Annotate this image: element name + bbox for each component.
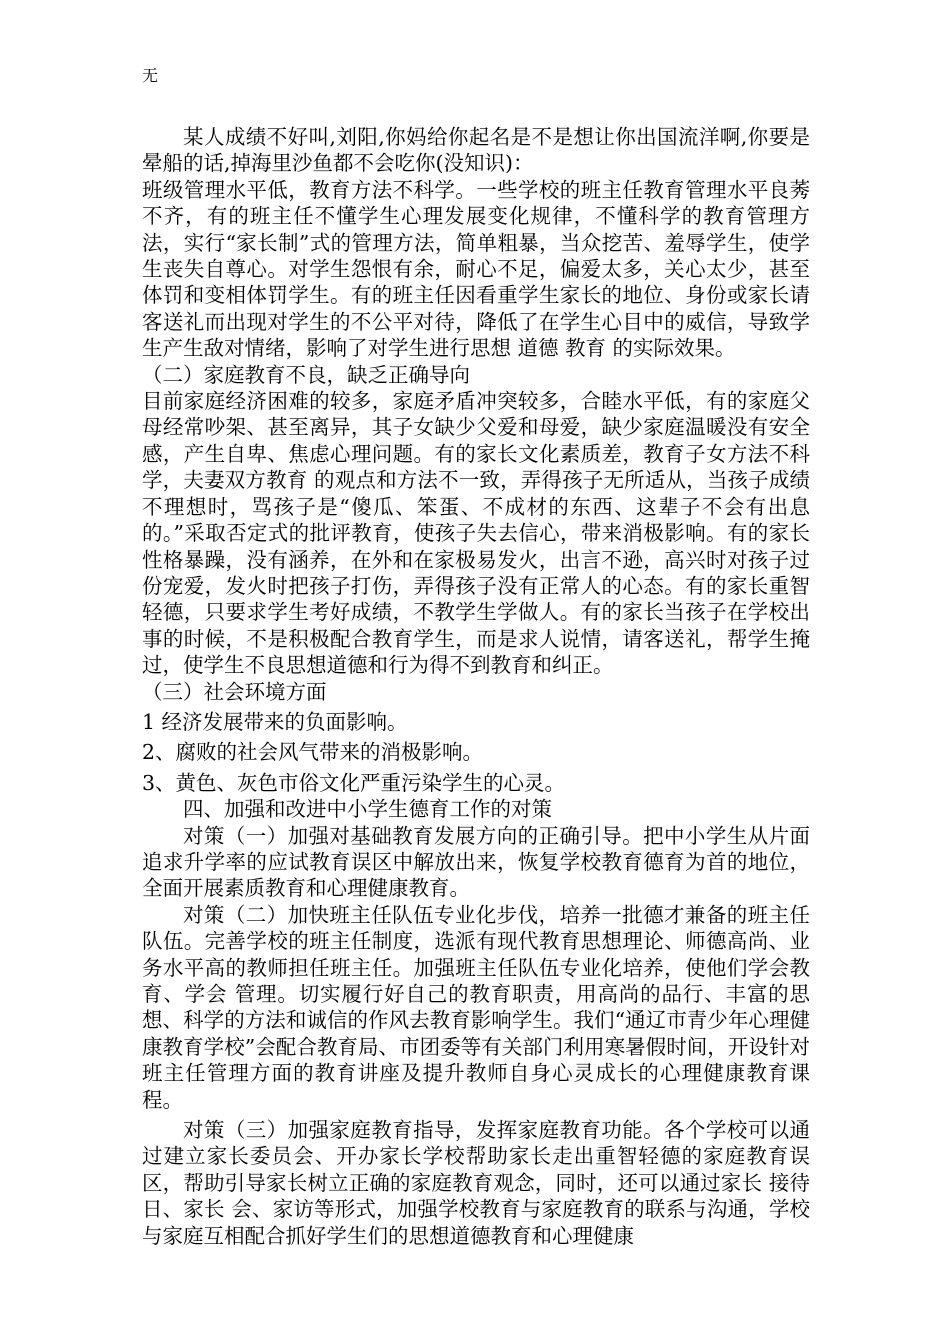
heading-family-education: （二）家庭教育不良，缺乏正确导向 <box>142 362 470 387</box>
paragraph-class-management: 班级管理水平低，教育方法不科学。一些学校的班主任教育管理水平良莠不齐，有的班主任不懂学生心理发展变化规律，不懂科学的教育管理方法，实行“家长制”式的管理方法，简单粗暴，当众挖苦、羞辱学生，使学生丧失自尊心。对学生怨恨有余，耐心不足，偏爱太多，关心太少，甚至体罚和变相体罚学生。有的班主任因看重学生家长的地位、身份或家长请客送礼而出现对学生的不公平对待，降低了在学生心目中的威信，导致学生产生敌对情绪，影响了对学生进行思想 道德 教育 的实际效果。 <box>142 177 810 361</box>
paragraph-countermeasure-2: 对策（二）加快班主任队伍专业化步伐，培养一批德才兼备的班主任队伍。完善学校的班主任制度，选派有现代教育思想理论、师德高尚、业务水平高的教师担任班主任。加强班主任队伍专业化培养，使他们学会教育、学会 管理。切实履行好自己的教育职责，用高尚的品行、丰富的思想、科学的方法和诚信的作风去教育影响学生。我们“通辽市青少年心理健康教育学校”会配合教育局、市团委等有关部门利用寒暑假时间，开设针对班主任管理方面的教育讲座及提升教师自身心灵成长的心理健康教育课程。 <box>142 902 810 1112</box>
paragraph-countermeasure-3: 对策（三）加强家庭教育指导，发挥家庭教育功能。各个学校可以通过建立家长委员会、开办家长学校帮助家长走出重智轻德的家庭教育误区，帮助引导家长树立正确的家庭教育观念，同时，还可以通过家长 接待日、家长 会、家访等形式，加强学校教育与家庭教育的联系与沟通，学校与家庭互相配合抓好学生们的思想道德教育和心理健康 <box>142 1118 810 1248</box>
list-item-corruption: 2、腐败的社会风气带来的消极影响。 <box>142 740 484 765</box>
list-item-culture: 3、黄色、灰色市俗文化严重污染学生的心灵。 <box>142 770 566 795</box>
paragraph-countermeasure-1: 对策（一）加强对基础教育发展方向的正确引导。把中小学生从片面追求升学率的应试教育误区中解放出来，恢复学校教育德育为首的地位，全面开展素质教育和心理健康教育。 <box>142 823 810 901</box>
document-body <box>142 124 810 1249</box>
heading-countermeasures: 四、加强和改进中小学生德育工作的对策 <box>183 797 552 822</box>
page-header: 无 <box>142 66 159 85</box>
paragraph-anecdote: 某人成绩不好叫,刘阳,你妈给你起名是不是想让你出国流洋啊,你要是晕船的话,掉海里沙鱼都不会吃你(没知识)： <box>142 125 810 176</box>
heading-social-environment: （三）社会环境方面 <box>142 679 327 704</box>
paragraph-family-education: 目前家庭经济困难的较多，家庭矛盾冲突较多，合睦水平低，有的家庭父母经常吵架、甚至离异，其子女缺少父爱和母爱，缺少家庭温暖没有安全感，产生自卑、焦虑心理问题。有的家长文化素质差，教育子女方法不科学，夫妻双方教育 的观点和方法不一致，弄得孩子无所适从，当孩子成绩不理想时，骂孩子是“傻瓜、笨蛋、不成材的东西、这辈子不会有出息的。”采取否定式的批评教育，使孩子失去信心，带来消极影响。有的家长性格暴躁，没有涵养，在外和在家极易发火，出言不逊，高兴时对孩子过份宠爱，发火时把孩子打伤，弄得孩子没有正常人的心态。有的家长重智轻德，只要求学生考好成绩，不教学生学做人。有的家长当孩子在学校出事的时候，不是积极配合教育学生，而是求人说情，请客送礼，帮学生掩过，使学生不良思想道德和行为得不到教育和纠正。 <box>142 389 810 678</box>
list-item-economy: 1 经济发展带来的负面影响。 <box>142 709 408 734</box>
